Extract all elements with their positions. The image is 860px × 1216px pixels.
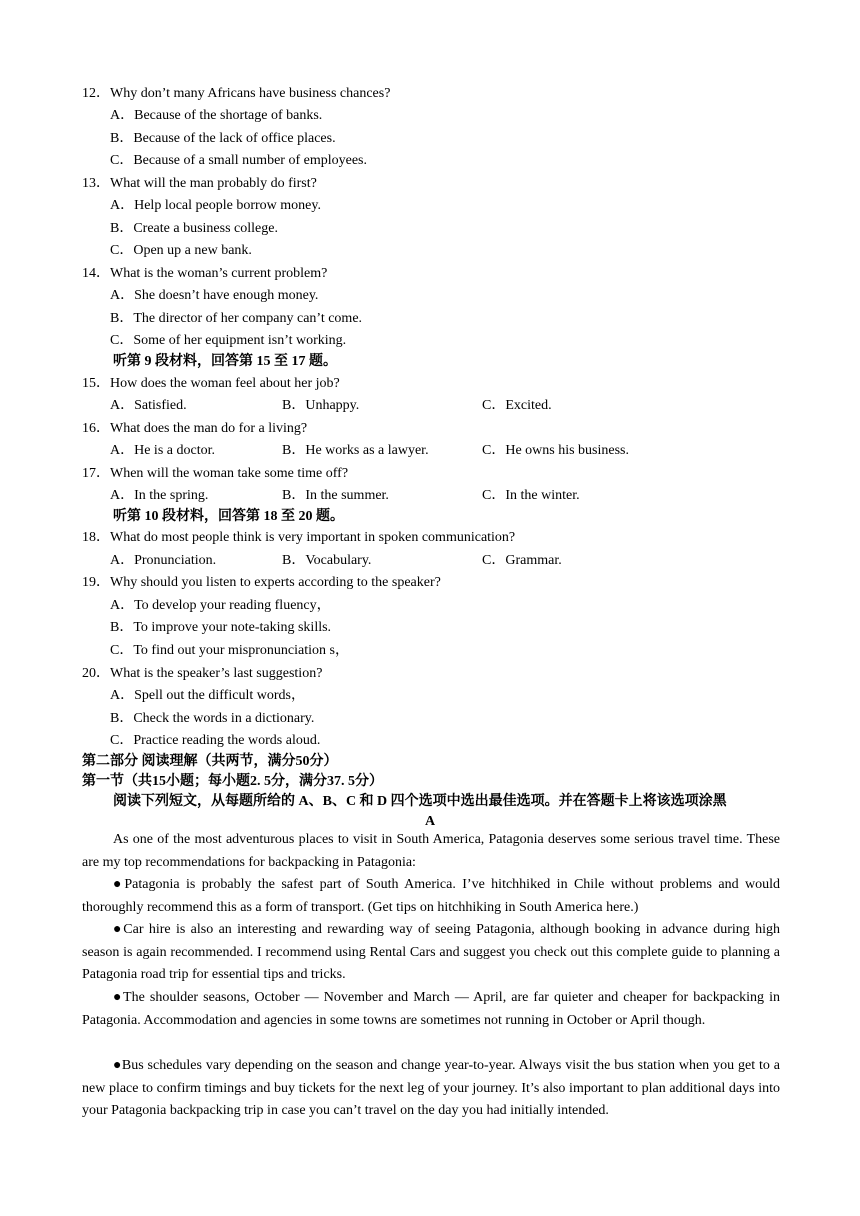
question-stem: 17．When will the woman take some time off? bbox=[82, 466, 349, 481]
option-b: B．Check the words in a dictionary. bbox=[110, 711, 315, 726]
option-b: B．Because of the lack of office places. bbox=[110, 131, 336, 146]
option-a: A．He is a doctor. bbox=[110, 443, 215, 458]
passage-label: A bbox=[424, 814, 436, 829]
option-b: B．Unhappy. bbox=[282, 398, 360, 413]
question-stem: 15．How does the woman feel about her job? bbox=[82, 376, 340, 391]
passage-paragraph: As one of the most adventurous places to visit in South America, Patagonia deserves some serious travel time. These are my top recommendations for backpacking in Patagonia: bbox=[82, 832, 780, 870]
question-stem: 20．What is the speaker’s last suggestion? bbox=[82, 666, 323, 681]
option-a: A．She doesn’t have enough money. bbox=[110, 288, 319, 303]
option-a: A．Satisfied. bbox=[110, 398, 187, 413]
option-b: B．In the summer. bbox=[282, 488, 389, 503]
section-title: 第一节（共15小题；每小题2. 5分，满分37. 5分） bbox=[82, 774, 383, 789]
question-stem: 16．What does the man do for a living? bbox=[82, 421, 308, 436]
option-c: C．In the winter. bbox=[482, 488, 580, 503]
listening-instruction: 听第 9 段材料，回答第 15 至 17 题。 bbox=[113, 354, 337, 369]
question-stem: 13．What will the man probably do first? bbox=[82, 176, 317, 191]
option-b: B．The director of her company can’t come. bbox=[110, 311, 363, 326]
option-b: B．To improve your note-taking skills. bbox=[110, 620, 332, 635]
option-c: C．He owns his business. bbox=[482, 443, 630, 458]
question-stem: 14．What is the woman’s current problem? bbox=[82, 266, 328, 281]
option-a: A．Help local people borrow money. bbox=[110, 198, 321, 213]
question-stem: 12．Why don’t many Africans have business chances? bbox=[82, 86, 391, 101]
part-title: 第二部分 阅读理解（共两节，满分50分） bbox=[82, 754, 338, 769]
option-c: C．Grammar. bbox=[482, 553, 562, 568]
option-b: B．Vocabulary. bbox=[282, 553, 372, 568]
option-c: C．Some of her equipment isn’t working. bbox=[110, 333, 347, 348]
reading-directions: 阅读下列短文，从每题所给的 A、B、C 和 D 四个选项中选出最佳选项。并在答题卡上将该选项涂黑 bbox=[113, 794, 727, 809]
option-a: A．In the spring. bbox=[110, 488, 209, 503]
option-c: C．To find out your mispronunciation s， bbox=[110, 643, 349, 658]
option-c: C．Open up a new bank. bbox=[110, 243, 252, 258]
passage-paragraph: ●Patagonia is probably the safest part of South America. I’ve hitchhiked in Chile without problems and would thoroughly recommend this as a form of transport. (Get tips on hitchhiking in South America here.) bbox=[82, 877, 780, 915]
option-c: C．Excited. bbox=[482, 398, 552, 413]
listening-instruction: 听第 10 段材料，回答第 18 至 20 题。 bbox=[113, 509, 344, 524]
option-c: C．Because of a small number of employees. bbox=[110, 153, 367, 168]
option-a: A．Because of the shortage of banks. bbox=[110, 108, 323, 123]
option-a: A．To develop your reading fluency， bbox=[110, 598, 331, 613]
question-stem: 18．What do most people think is very important in spoken communication? bbox=[82, 530, 516, 545]
option-b: B．He works as a lawyer. bbox=[282, 443, 429, 458]
option-b: B．Create a business college. bbox=[110, 221, 278, 236]
option-a: A．Pronunciation. bbox=[110, 553, 217, 568]
question-stem: 19．Why should you listen to experts according to the speaker? bbox=[82, 575, 441, 590]
option-a: A．Spell out the difficult words， bbox=[110, 688, 305, 703]
option-c: C．Practice reading the words aloud. bbox=[110, 733, 321, 748]
passage-paragraph: ●Bus schedules vary depending on the season and change year-to-year. Always visit the bus station when you get to a new place to confirm timings and buy tickets for the next leg of your journey. It’s also important to plan additional days into your Patagonia backpacking trip in case you can’t travel on the day you had initially intended. bbox=[82, 1058, 780, 1119]
passage-paragraph: ●The shoulder seasons, October — November and March — April, are far quieter and cheaper for backpacking in Patagonia. Accommodation and agencies in some towns are sometimes not running in October or April though. bbox=[82, 990, 780, 1028]
passage-paragraph: ●Car hire is also an interesting and rewarding way of seeing Patagonia, although booking in advance during high season is again recommended. I recommend using Rental Cars and suggest you check out this complete guide to planning a Patagonia road trip for essential tips and tricks. bbox=[82, 922, 780, 983]
